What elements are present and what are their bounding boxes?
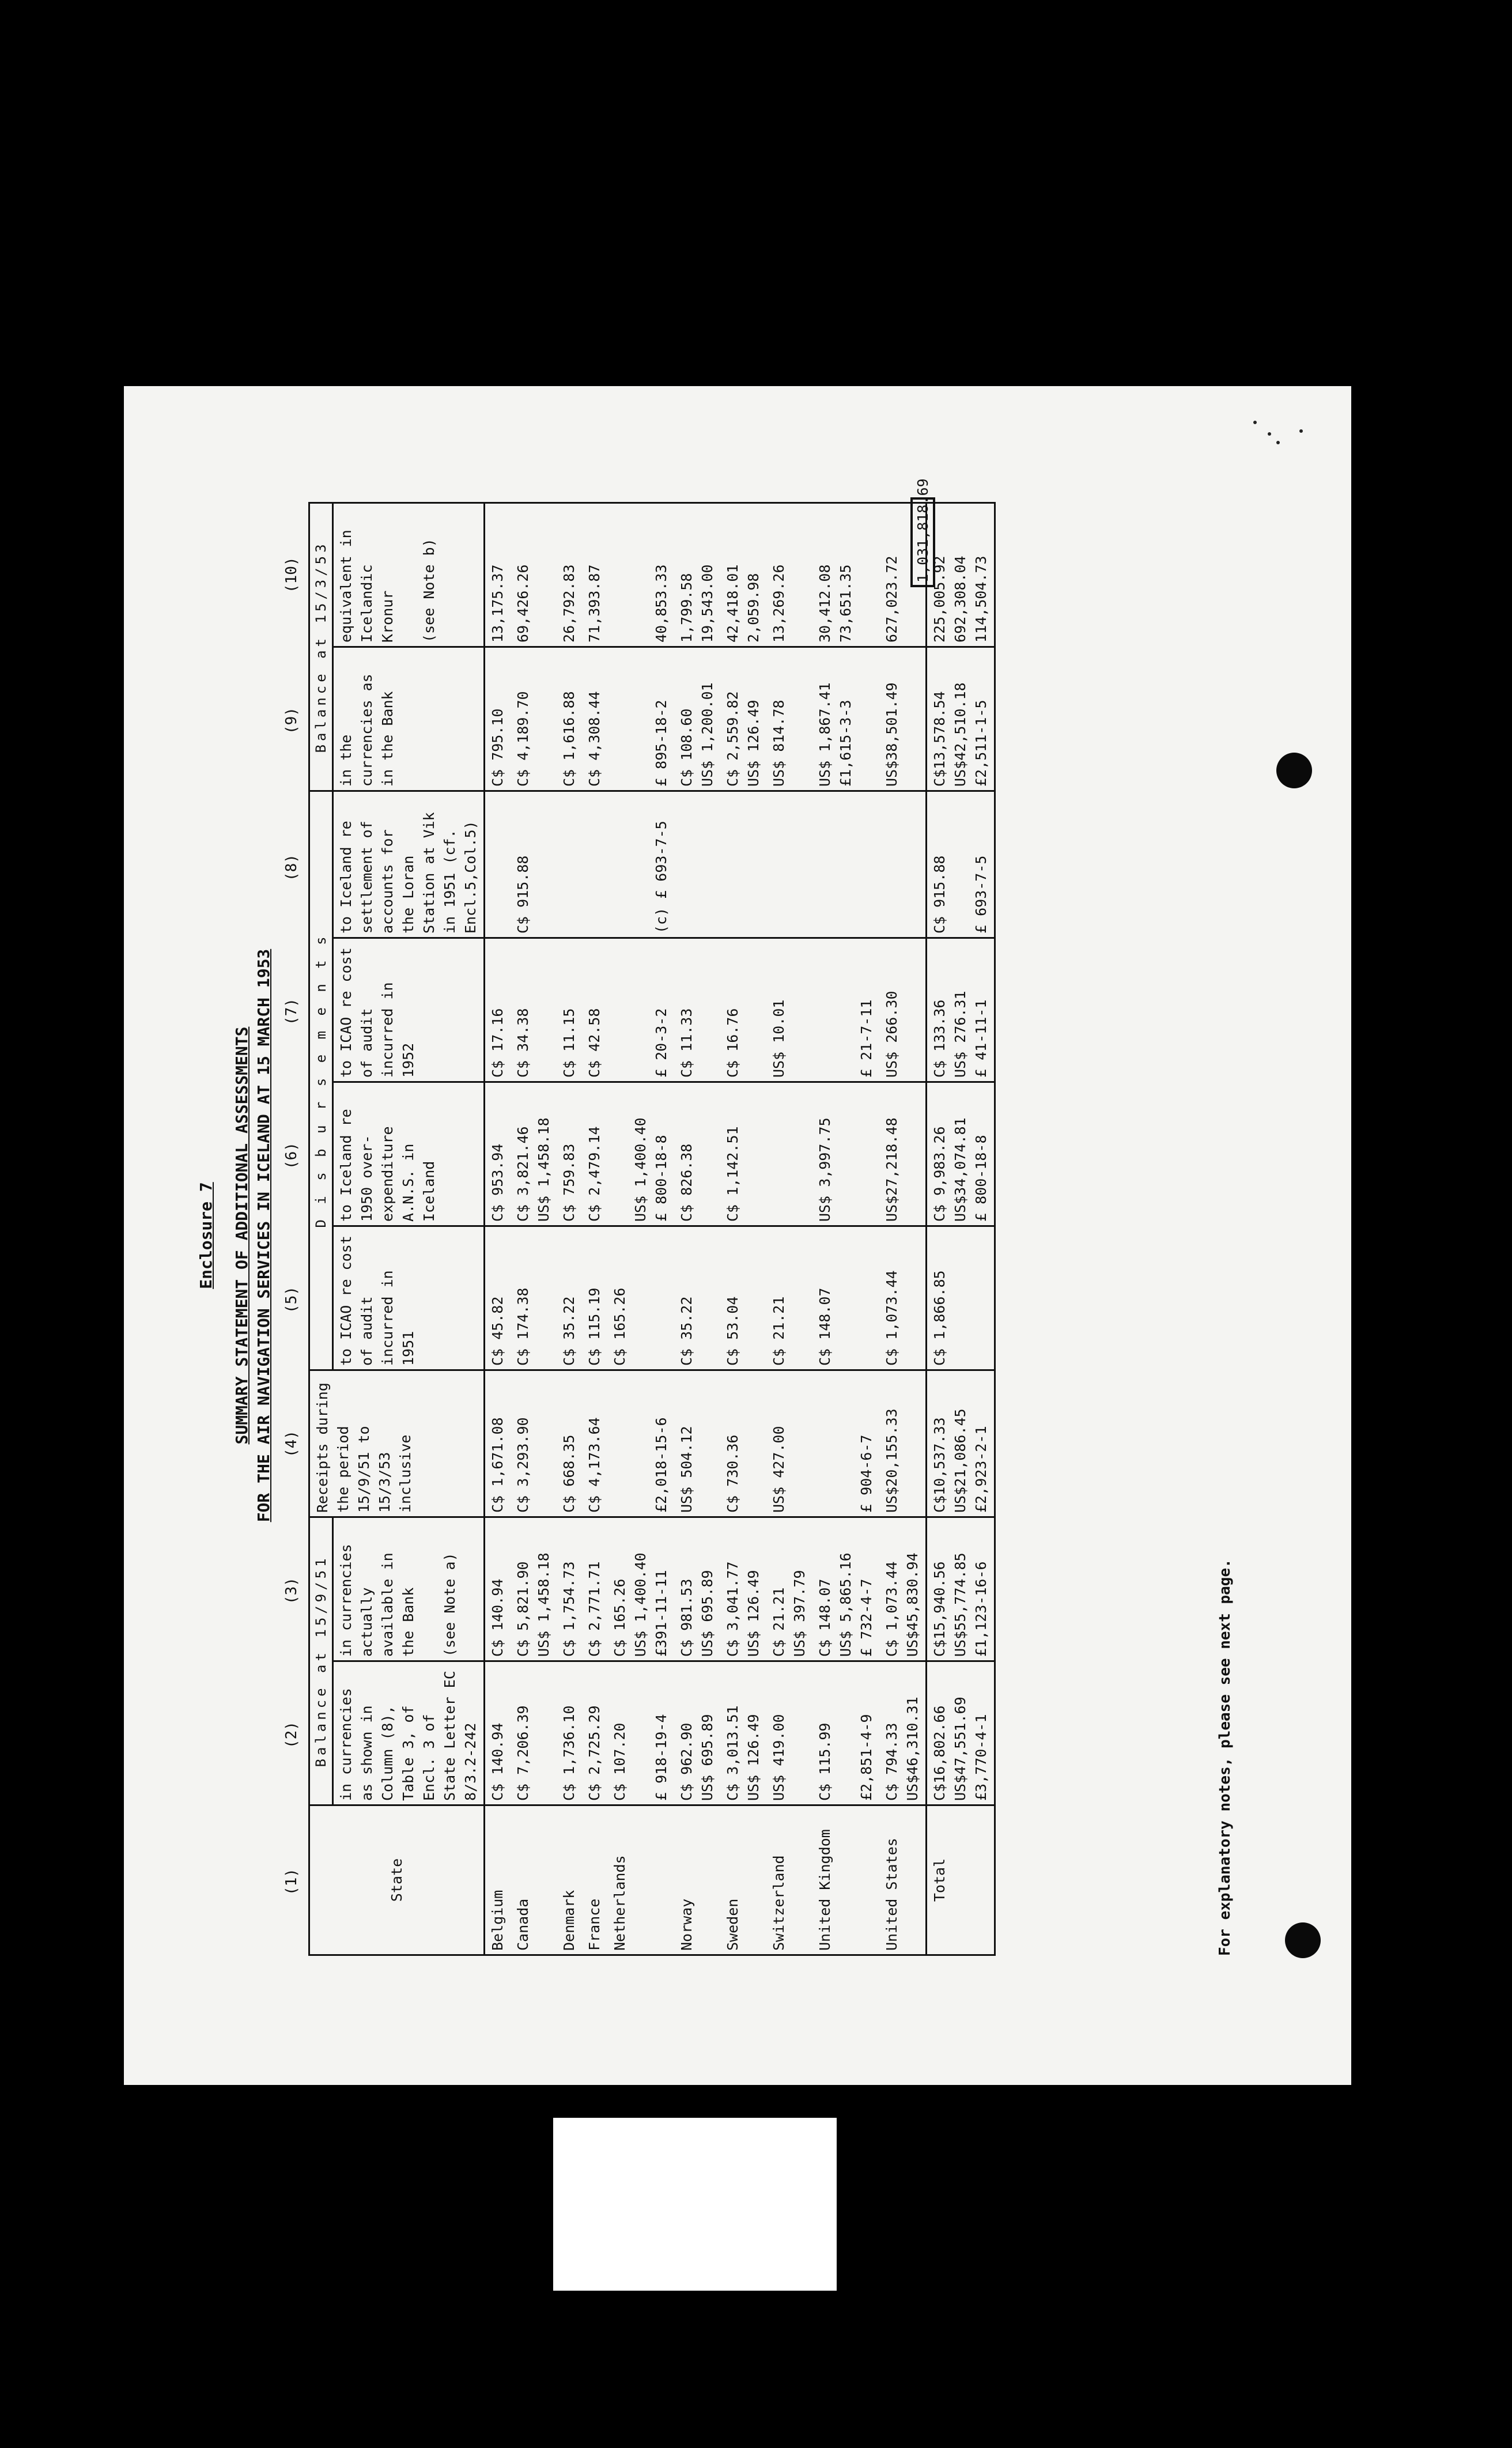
state-name: United Kingdom xyxy=(812,1805,879,1955)
table-cell-c6: US$ 1,400.40 £ 800-18-8 xyxy=(607,1082,674,1226)
table-cell-c9: US$38,501.49 xyxy=(879,647,927,791)
table-cell-c8 xyxy=(812,791,879,938)
table-row xyxy=(879,503,927,1955)
table-cell-c3: C$ 21.21 US$ 397.79 xyxy=(766,1517,812,1661)
document-title-line-1: SUMMARY STATEMENT OF ADDITIONAL ASSESSMENTS xyxy=(232,1026,251,1445)
table-cell-c6: C$ 953.94 xyxy=(485,1082,511,1226)
table-cell-c9: C$ 4,308.44 xyxy=(582,647,607,791)
table-cell-c9: C$13,578.54 US$42,510.18 £2,511-1-5 xyxy=(927,647,995,791)
table-cell-c10: 26,792.83 xyxy=(557,503,582,647)
table-cell-c10: 1,799.58 19,543.00 xyxy=(674,503,720,647)
table-cell-c2: C$ 115.99 £2,851-4-9 xyxy=(812,1661,879,1805)
table-cell-c9: £ 895-18-2 xyxy=(607,647,674,791)
table-cell-c4: US$ 427.00 xyxy=(766,1370,812,1517)
header-col-9: in the currencies as in the Bank xyxy=(333,647,485,791)
table-cell-c2: C$ 962.90 US$ 695.89 xyxy=(674,1661,720,1805)
column-number: (4) xyxy=(283,1430,300,1457)
table-cell-c4: C$ 730.36 xyxy=(720,1370,766,1517)
table-row xyxy=(674,503,720,1955)
table-cell-c9: C$ 1,616.88 xyxy=(557,647,582,791)
header-col-10: equivalent in Icelandic Kronur (see Note b) xyxy=(333,503,485,647)
assessment-table xyxy=(308,502,996,1956)
table-row xyxy=(812,503,879,1955)
scan-speck xyxy=(1268,432,1271,436)
table-cell-c7: C$ 42.58 xyxy=(582,938,607,1082)
table-cell-c8: C$ 915.88 xyxy=(511,791,557,938)
scanned-page xyxy=(124,386,1351,2085)
table-cell-c10: 13,269.26 xyxy=(766,503,812,647)
table-cell-c2: C$ 2,725.29 xyxy=(582,1661,607,1805)
table-cell-c4: C$ 3,293.90 xyxy=(511,1370,557,1517)
enclosure-title: Enclosure 7 xyxy=(196,1182,216,1289)
table-cell-c2: C$ 107.20 £ 918-19-4 xyxy=(607,1661,674,1805)
table-cell-c5: C$ 21.21 xyxy=(766,1226,812,1370)
table-row xyxy=(607,503,674,1955)
table-row xyxy=(927,503,995,1955)
document-title-line-2: FOR THE AIR NAVIGATION SERVICES IN ICELAND AT 15 MARCH 1953 xyxy=(254,949,273,1523)
table-cell-c4: US$ 504.12 xyxy=(674,1370,720,1517)
table-cell-c5: C$ 165.26 xyxy=(607,1226,674,1370)
table-cell-c3: C$ 1,073.44 US$45,830.94 xyxy=(879,1517,927,1661)
table-cell-c8 xyxy=(674,791,720,938)
header-state: State xyxy=(309,1805,485,1955)
table-cell-c8 xyxy=(766,791,812,938)
table-cell-c5: C$ 1,073.44 xyxy=(879,1226,927,1370)
table-cell-c9: C$ 4,189.70 xyxy=(511,647,557,791)
header-col-7: to ICAO re cost of audit incurred in 1952 xyxy=(333,938,485,1082)
table-cell-c8: C$ 915.88 £ 693-7-5 xyxy=(927,791,995,938)
table-cell-c8 xyxy=(557,791,582,938)
table-cell-c7: C$ 34.38 xyxy=(511,938,557,1082)
table-cell-c10: 13,175.37 xyxy=(485,503,511,647)
table-cell-c6: US$27,218.48 xyxy=(879,1082,927,1226)
table-cell-c5: C$ 1,866.85 xyxy=(927,1226,995,1370)
table-cell-c4: £2,018-15-6 xyxy=(607,1370,674,1517)
table-cell-c2: C$ 140.94 xyxy=(485,1661,511,1805)
header-disbursements: D i s b u r s e m e n t s xyxy=(309,791,333,1370)
table-cell-c6: C$ 826.38 xyxy=(674,1082,720,1226)
table-cell-c6: C$ 759.83 xyxy=(557,1082,582,1226)
table-cell-c10: 30,412.08 73,651.35 xyxy=(812,503,879,647)
table-cell-c5: C$ 53.04 xyxy=(720,1226,766,1370)
table-row xyxy=(720,503,766,1955)
table-cell-c9: C$ 108.60 US$ 1,200.01 xyxy=(674,647,720,791)
table-cell-c6: C$ 2,479.14 xyxy=(582,1082,607,1226)
punch-hole xyxy=(1276,753,1312,788)
header-balance-1951: Balance at 15/9/51 xyxy=(309,1517,333,1805)
table-cell-c4: C$10,537.33 US$21,086.45 £2,923-2-1 xyxy=(927,1370,995,1517)
table-cell-c10: 69,426.26 xyxy=(511,503,557,647)
table-cell-c5: C$ 174.38 xyxy=(511,1226,557,1370)
table-cell-c3: C$ 148.07 US$ 5,865.16 £ 732-4-7 xyxy=(812,1517,879,1661)
header-receipts: Receipts during the period 15/9/51 to 15/3/53 inclusive xyxy=(309,1370,485,1517)
scan-speck xyxy=(1299,429,1303,433)
table-cell-c4: £ 904-6-7 xyxy=(812,1370,879,1517)
table-cell-c6: C$ 3,821.46 US$ 1,458.18 xyxy=(511,1082,557,1226)
column-number: (7) xyxy=(283,998,300,1025)
table-cell-c9: C$ 795.10 xyxy=(485,647,511,791)
state-name: Sweden xyxy=(720,1805,766,1955)
table-cell-c3: C$ 1,754.73 xyxy=(557,1517,582,1661)
table-cell-c8 xyxy=(582,791,607,938)
header-col-6: to Iceland re 1950 over-expenditure A.N.S. in Iceland xyxy=(333,1082,485,1226)
table-cell-c2: C$ 794.33 US$46,310.31 xyxy=(879,1661,927,1805)
state-name: Netherlands xyxy=(607,1805,674,1955)
column-number: (5) xyxy=(283,1286,300,1313)
state-name: Belgium xyxy=(485,1805,511,1955)
table-cell-c9: C$ 2,559.82 US$ 126.49 xyxy=(720,647,766,791)
state-name: Total xyxy=(927,1805,995,1955)
table-cell-c7: US$ 266.30 xyxy=(879,938,927,1082)
table-cell-c8: (c) £ 693-7-5 xyxy=(607,791,674,938)
table-cell-c4: C$ 1,671.08 xyxy=(485,1370,511,1517)
table-cell-c2: C$ 3,013.51 US$ 126.49 xyxy=(720,1661,766,1805)
table-row xyxy=(766,503,812,1955)
table-cell-c2: C$ 1,736.10 xyxy=(557,1661,582,1805)
column-number: (8) xyxy=(283,854,300,881)
state-name: Switzerland xyxy=(766,1805,812,1955)
header-col-8: to Iceland re settlement of accounts for the Loran Station at Vik in 1951 (cf. Encl.5,Col.5) xyxy=(333,791,485,938)
table-cell-c2: US$ 419.00 xyxy=(766,1661,812,1805)
table-row xyxy=(485,503,511,1955)
header-col-5: to ICAO re cost of audit incurred in 1951 xyxy=(333,1226,485,1370)
table-cell-c6: C$ 1,142.51 xyxy=(720,1082,766,1226)
footnote: For explanatory notes, please see next page. xyxy=(1216,1559,1234,1956)
table-cell-c7: C$ 11.15 xyxy=(557,938,582,1082)
table-cell-c10: 71,393.87 xyxy=(582,503,607,647)
white-label-sticker xyxy=(553,2118,837,2291)
table-cell-c2: C$16,802.66 US$47,551.69 £3,770-4-1 xyxy=(927,1661,995,1805)
table-row xyxy=(582,503,607,1955)
table-cell-c10: 42,418.01 2,059.98 xyxy=(720,503,766,647)
column-number: (1) xyxy=(283,1868,300,1895)
table-cell-c8 xyxy=(485,791,511,938)
table-cell-c8 xyxy=(720,791,766,938)
table-cell-c7: C$ 16.76 xyxy=(720,938,766,1082)
table-row xyxy=(557,503,582,1955)
table-cell-c3: C$ 5,821.90 US$ 1,458.18 xyxy=(511,1517,557,1661)
rotated-document xyxy=(196,478,1279,1990)
table-cell-c4: C$ 668.35 xyxy=(557,1370,582,1517)
state-name: France xyxy=(582,1805,607,1955)
column-number: (3) xyxy=(283,1577,300,1604)
grand-total: 1,031,818.69 xyxy=(910,497,935,587)
table-body xyxy=(485,503,995,1955)
column-numbers xyxy=(282,504,303,1956)
table-cell-c10: 225,005.92 692,308.04 114,504.73 xyxy=(927,503,995,647)
table-cell-c7: £ 20-3-2 xyxy=(607,938,674,1082)
table-cell-c6: US$ 3,997.75 xyxy=(812,1082,879,1226)
table-cell-c6 xyxy=(766,1082,812,1226)
header-balance-1953: Balance at 15/3/53 xyxy=(309,503,333,791)
table-cell-c7: US$ 10.01 xyxy=(766,938,812,1082)
table-cell-c6: C$ 9,983.26 US$34,074.81 £ 800-18-8 xyxy=(927,1082,995,1226)
table-cell-c9: US$ 814.78 xyxy=(766,647,812,791)
scan-speck xyxy=(1276,441,1280,444)
table-cell-c7: C$ 11.33 xyxy=(674,938,720,1082)
table-cell-c5: C$ 35.22 xyxy=(557,1226,582,1370)
table-cell-c10: 627,023.72 xyxy=(879,503,927,647)
state-name: Norway xyxy=(674,1805,720,1955)
table-cell-c7: C$ 133.36 US$ 276.31 £ 41-11-1 xyxy=(927,938,995,1082)
column-number: (10) xyxy=(283,557,300,593)
header-col-2: in currencies as shown in Column (8), Table 3, of Encl. 3 of State Letter EC 8/3.2-242 xyxy=(333,1661,485,1805)
table-cell-c3: C$ 3,041.77 US$ 126.49 xyxy=(720,1517,766,1661)
table-cell-c9: US$ 1,867.41 £1,615-3-3 xyxy=(812,647,879,791)
table-cell-c5: C$ 148.07 xyxy=(812,1226,879,1370)
table-cell-c3: C$ 165.26 US$ 1,400.40 £391-11-11 xyxy=(607,1517,674,1661)
table-cell-c2: C$ 7,206.39 xyxy=(511,1661,557,1805)
state-name: Denmark xyxy=(557,1805,582,1955)
state-name: Canada xyxy=(511,1805,557,1955)
table-cell-c7: £ 21-7-11 xyxy=(812,938,879,1082)
table-cell-c3: C$15,940.56 US$55,774.85 £1,123-16-6 xyxy=(927,1517,995,1661)
table-cell-c3: C$ 140.94 xyxy=(485,1517,511,1661)
table-cell-c4: US$20,155.33 xyxy=(879,1370,927,1517)
table-cell-c4: C$ 4,173.64 xyxy=(582,1370,607,1517)
scan-speck xyxy=(1253,421,1257,424)
table-row xyxy=(511,503,557,1955)
column-number: (2) xyxy=(283,1721,300,1748)
table-cell-c5: C$ 115.19 xyxy=(582,1226,607,1370)
table-cell-c7: C$ 17.16 xyxy=(485,938,511,1082)
state-name: United States xyxy=(879,1805,927,1955)
table-cell-c8 xyxy=(879,791,927,938)
column-number: (6) xyxy=(283,1142,300,1169)
column-number: (9) xyxy=(283,707,300,734)
table-cell-c3: C$ 2,771.71 xyxy=(582,1517,607,1661)
table-cell-c3: C$ 981.53 US$ 695.89 xyxy=(674,1517,720,1661)
table-cell-c5: C$ 45.82 xyxy=(485,1226,511,1370)
header-col-3: in currencies actually available in the Bank (see Note a) xyxy=(333,1517,485,1661)
table-cell-c10: 40,853.33 xyxy=(607,503,674,647)
punch-hole xyxy=(1285,1922,1321,1958)
table-cell-c5: C$ 35.22 xyxy=(674,1226,720,1370)
